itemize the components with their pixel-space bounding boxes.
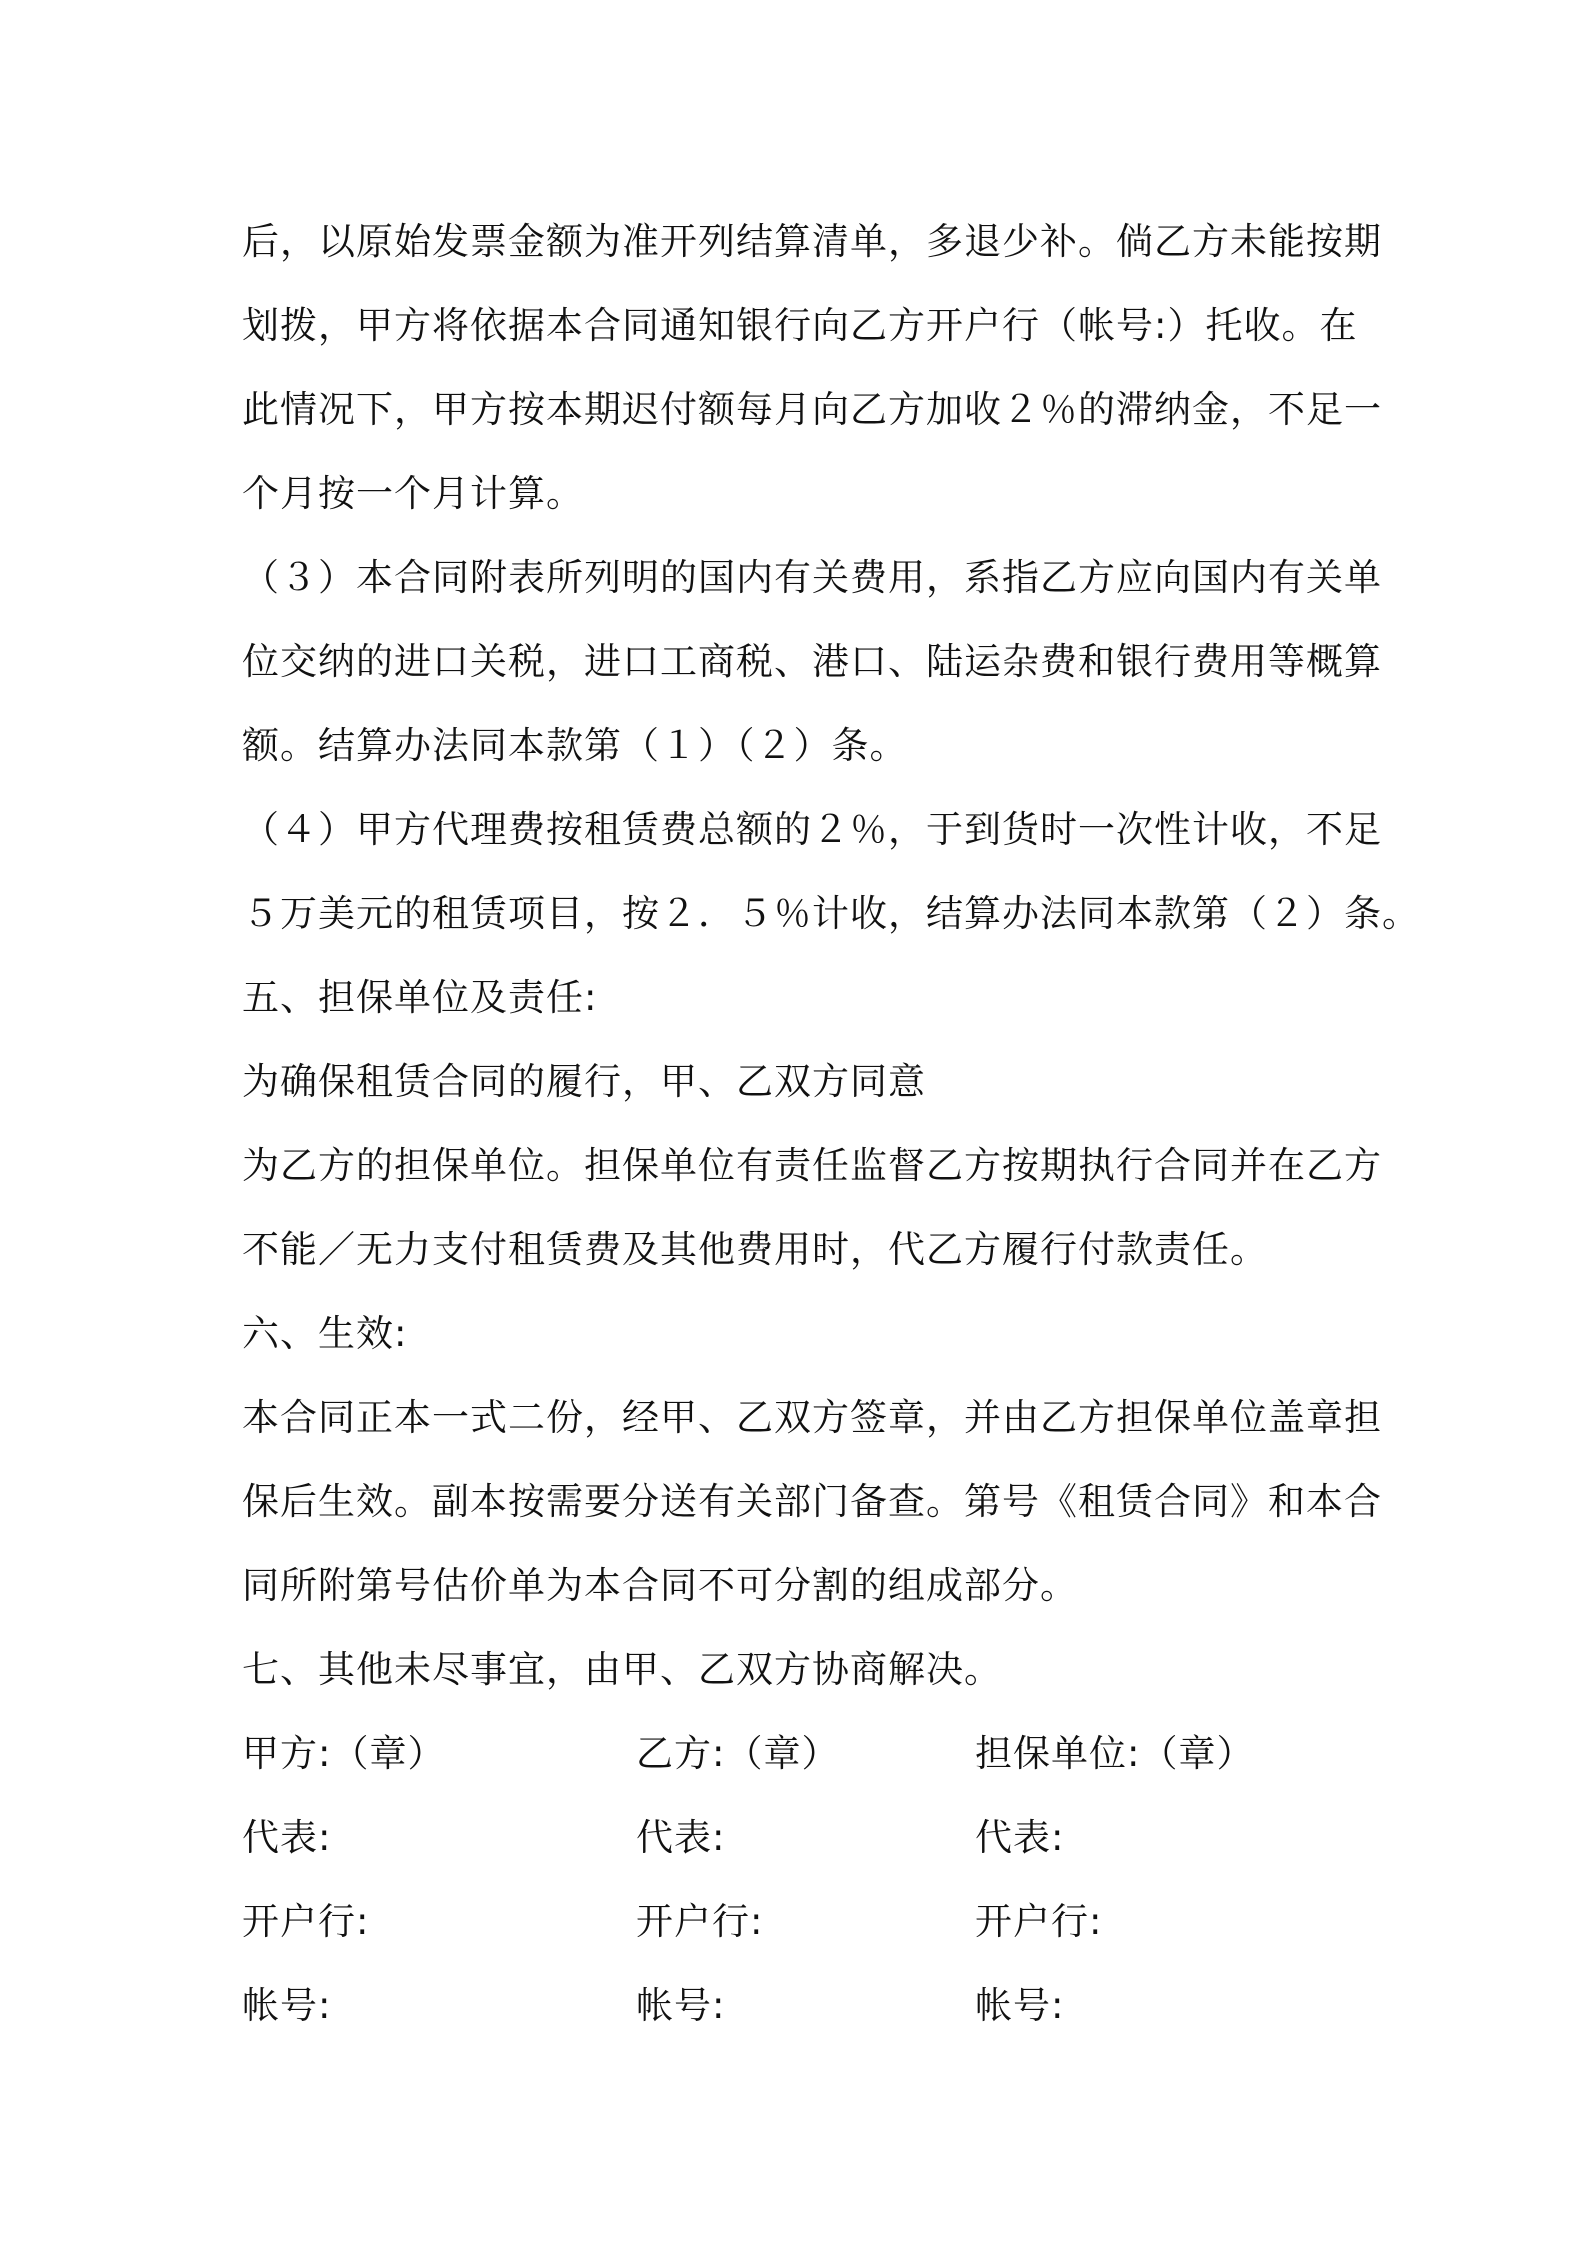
text-line: 不能／无力支付租赁费及其他费用时，代乙方履行付款责任。 <box>242 1228 1268 1271</box>
clause-3-line: （３）本合同附表所列明的国内有关费用，系指乙方应向国内有关单 <box>242 556 1382 599</box>
text-line: 同所附第号估价单为本合同不可分割的组成部分。 <box>242 1564 1078 1607</box>
text-line: 位交纳的进口关税，进口工商税、港口、陆运杂费和银行费用等概算 <box>242 640 1382 683</box>
guarantor-representative-label: 代表: <box>975 1816 1065 1859</box>
party-a-bank-label: 开户行: <box>242 1900 370 1943</box>
text-line: 本合同正本一式二份，经甲、乙双方签章，并由乙方担保单位盖章担 <box>242 1396 1382 1439</box>
guarantor-account-label: 帐号: <box>975 1984 1065 2027</box>
party-a-account-label: 帐号: <box>242 1984 332 2027</box>
text-line: 保后生效。副本按需要分送有关部门备查。第号《租赁合同》和本合 <box>242 1480 1382 1523</box>
signature-row-account <box>242 1964 1362 2048</box>
party-b-bank-label: 开户行: <box>636 1900 764 1943</box>
text-line: 为乙方的担保单位。担保单位有责任监督乙方按期执行合同并在乙方 <box>242 1144 1382 1187</box>
clause-4-line: （４）甲方代理费按租赁费总额的２％，于到货时一次性计收，不足 <box>242 808 1382 851</box>
signature-row-representative <box>242 1796 1362 1880</box>
text-line: 个月按一个月计算。 <box>242 472 584 515</box>
signature-row-seal <box>242 1712 1362 1796</box>
party-a-representative-label: 代表: <box>242 1816 332 1859</box>
party-b-seal-label: 乙方:（章） <box>636 1732 840 1775</box>
guarantor-bank-label: 开户行: <box>975 1900 1103 1943</box>
text-line: 额。结算办法同本款第（１）（２）条。 <box>242 724 908 767</box>
section-heading-other: 七、其他未尽事宜，由甲、乙双方协商解决。 <box>242 1648 1002 1691</box>
text-line: 此情况下，甲方按本期迟付额每月向乙方加收２％的滞纳金，不足一 <box>242 388 1382 431</box>
text-line: 划拨，甲方将依据本合同通知银行向乙方开户行（帐号:）托收。在 <box>242 304 1358 347</box>
party-a-seal-label: 甲方:（章） <box>242 1732 446 1775</box>
text-line: 后，以原始发票金额为准开列结算清单，多退少补。倘乙方未能按期 <box>242 220 1382 263</box>
party-b-account-label: 帐号: <box>636 1984 726 2027</box>
text-line: ５万美元的租赁项目，按２．５％计收，结算办法同本款第（２）条。 <box>242 892 1420 935</box>
section-heading-effective: 六、生效: <box>242 1312 408 1355</box>
section-heading-guarantee: 五、担保单位及责任: <box>242 976 598 1019</box>
guarantor-seal-label: 担保单位:（章） <box>975 1732 1255 1775</box>
signature-row-bank <box>242 1880 1362 1964</box>
party-b-representative-label: 代表: <box>636 1816 726 1859</box>
document-body <box>242 200 1420 2048</box>
text-line: 为确保租赁合同的履行，甲、乙双方同意 <box>242 1060 926 1103</box>
